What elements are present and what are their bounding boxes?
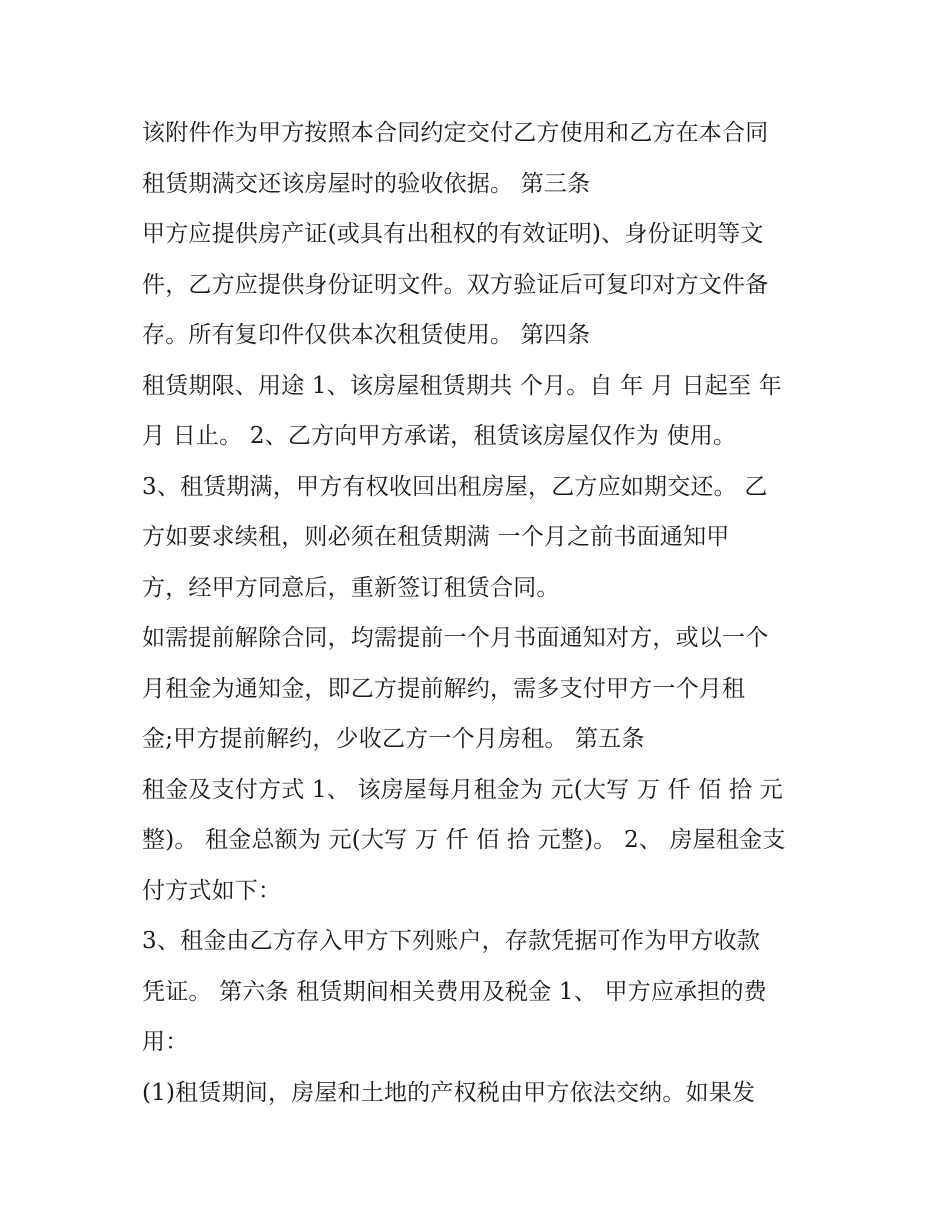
document-body <box>142 108 822 1118</box>
text-line: 方，经甲方同意后，重新签订租赁合同。 <box>142 574 560 601</box>
text-line: 月 日止。 2、乙方向甲方承诺，租赁该房屋仅作为 使用。 <box>142 423 737 449</box>
text-line: 租金及支付方式 1、 该房屋每月租金为 元(大写 万 仟 佰 拾 元 <box>142 776 783 803</box>
text-line: 如需提前解除合同，均需提前一个月书面通知对方，或以一个 <box>142 625 769 651</box>
text-line: 整)。 租金总额为 元(大写 万 仟 佰 拾 元整)。 2、 房屋租金支 <box>142 827 786 853</box>
text-line: 月租金为通知金，即乙方提前解约，需多支付甲方一个月租 <box>142 675 746 702</box>
text-line: (1)租赁期间，房屋和土地的产权税由甲方依法交纳。如果发 <box>142 1079 756 1106</box>
text-line: 存。所有复印件仅供本次租赁使用。 第四条 <box>142 322 591 348</box>
text-line: 凭证。 第六条 租赁期间相关费用及税金 1、 甲方应承担的费 <box>142 978 767 1005</box>
text-line: 3、租赁期满，甲方有权收回出租房屋，乙方应如期交还。 乙 <box>142 473 768 500</box>
text-line: 租赁期限、用途 1、该房屋租赁期共 个月。自 年 月 日起至 年 <box>142 372 782 399</box>
text-line: 租赁期满交还该房屋时的验收依据。 第三条 <box>142 170 591 197</box>
text-line: 3、租金由乙方存入甲方下列账户，存款凭据可作为甲方收款 <box>142 928 761 954</box>
text-line: 方如要求续租，则必须在租赁期满 一个月之前书面通知甲 <box>142 524 730 550</box>
text-line: 甲方应提供房产证(或具有出租权的有效证明)、身份证明等文 <box>142 221 764 247</box>
text-line: 付方式如下： <box>142 877 282 904</box>
text-line: 件，乙方应提供身份证明文件。双方验证后可复印对方文件备 <box>142 271 769 298</box>
text-line: 用： <box>142 1029 189 1055</box>
text-line: 该附件作为甲方按照本合同约定交付乙方使用和乙方在本合同 <box>142 120 769 146</box>
text-line: 金;甲方提前解约，少收乙方一个月房租。 第五条 <box>142 726 645 752</box>
